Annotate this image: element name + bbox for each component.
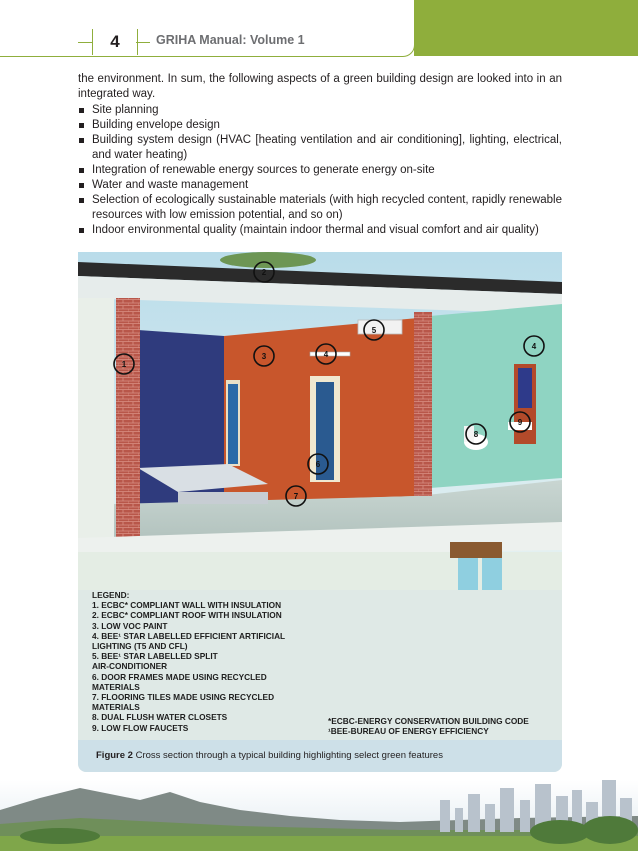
svg-text:4: 4 — [323, 350, 329, 359]
footer-landscape-illustration — [0, 780, 638, 851]
bullet-icon — [79, 108, 84, 113]
svg-text:8: 8 — [473, 430, 479, 439]
legend-line: 5. BEE¹ STAR LABELLED SPLIT — [92, 651, 218, 662]
bullet-icon — [79, 123, 84, 128]
legend-line: 8. DUAL FLUSH WATER CLOSETS — [92, 712, 228, 723]
body-text — [78, 72, 562, 238]
svg-text:9: 9 — [517, 418, 523, 427]
legend-title: LEGEND: — [92, 590, 130, 600]
figure-caption-bar — [78, 740, 562, 772]
bullet-icon — [79, 183, 84, 188]
figure-2 — [78, 252, 562, 772]
svg-text:3: 3 — [261, 352, 267, 361]
legend-line: 7. FLOORING TILES MADE USING RECYCLED — [92, 692, 275, 703]
note-ecbc: *ECBC-ENERGY CONSERVATION BUILDING CODE — [328, 716, 529, 726]
caption-text: Cross section through a typical building highlighting select green features — [135, 750, 443, 761]
note-bee: ¹BEE-BUREAU OF ENERGY EFFICIENCY — [328, 726, 489, 737]
header-accent-block — [414, 0, 638, 56]
legend-line: 6. DOOR FRAMES MADE USING RECYCLED — [92, 671, 267, 682]
list-item: Water and waste management — [78, 178, 562, 193]
legend-line: MATERIALS — [92, 681, 140, 692]
svg-text:2: 2 — [261, 268, 267, 277]
svg-text:5: 5 — [371, 326, 377, 335]
running-title: GRIHA Manual: Volume 1 — [156, 33, 305, 47]
figure-caption — [96, 750, 443, 761]
svg-text:6: 6 — [315, 460, 321, 469]
aspects-list — [78, 103, 562, 238]
bullet-icon — [79, 198, 84, 203]
svg-text:7: 7 — [293, 492, 299, 501]
svg-text:4: 4 — [531, 342, 537, 351]
bullet-icon — [79, 138, 84, 143]
legend-notes — [328, 716, 558, 736]
list-item: Building system design (HVAC [heating ventilation and air conditioning], lighting, electrical, and water heating) — [78, 133, 562, 163]
header-rule-left — [78, 42, 92, 43]
legend-line: 2. ECBC* COMPLIANT ROOF WITH INSULATION — [92, 610, 282, 621]
header-rule-right — [136, 42, 150, 43]
legend-line: 9. LOW FLOW FAUCETS — [92, 722, 189, 733]
legend-line: LIGHTING (T5 AND CFL) — [92, 641, 188, 652]
header-frame — [0, 0, 415, 57]
list-item: Selection of ecologically sustainable materials (with high recycled content, rapidly renewable resources with low emission potential, and so on) — [78, 193, 562, 223]
list-item: Site planning — [78, 103, 562, 118]
building-cross-section-illustration — [78, 252, 562, 590]
figure-label: Figure 2 — [96, 750, 133, 761]
list-item: Indoor environmental quality (maintain indoor thermal and visual comfort and air quality) — [78, 223, 562, 238]
bullet-icon — [79, 168, 84, 173]
bullet-icon — [79, 228, 84, 233]
svg-text:1: 1 — [121, 360, 127, 369]
legend-line: 4. BEE¹ STAR LABELLED EFFICIENT ARTIFICIAL — [92, 630, 286, 641]
figure-legend — [92, 590, 552, 737]
list-item: Building envelope design — [78, 118, 562, 133]
legend-line: MATERIALS — [92, 702, 140, 713]
page-number: 4 — [92, 29, 138, 55]
legend-line: AIR-CONDITIONER — [92, 661, 168, 672]
legend-line: 1. ECBC* COMPLIANT WALL WITH INSULATION — [92, 600, 282, 611]
intro-paragraph: the environment. In sum, the following aspects of a green building design are looked into in an integrated way. — [78, 73, 562, 100]
legend-line: 3. LOW VOC PAINT — [92, 620, 168, 631]
list-item: Integration of renewable energy sources to generate energy on-site — [78, 163, 562, 178]
